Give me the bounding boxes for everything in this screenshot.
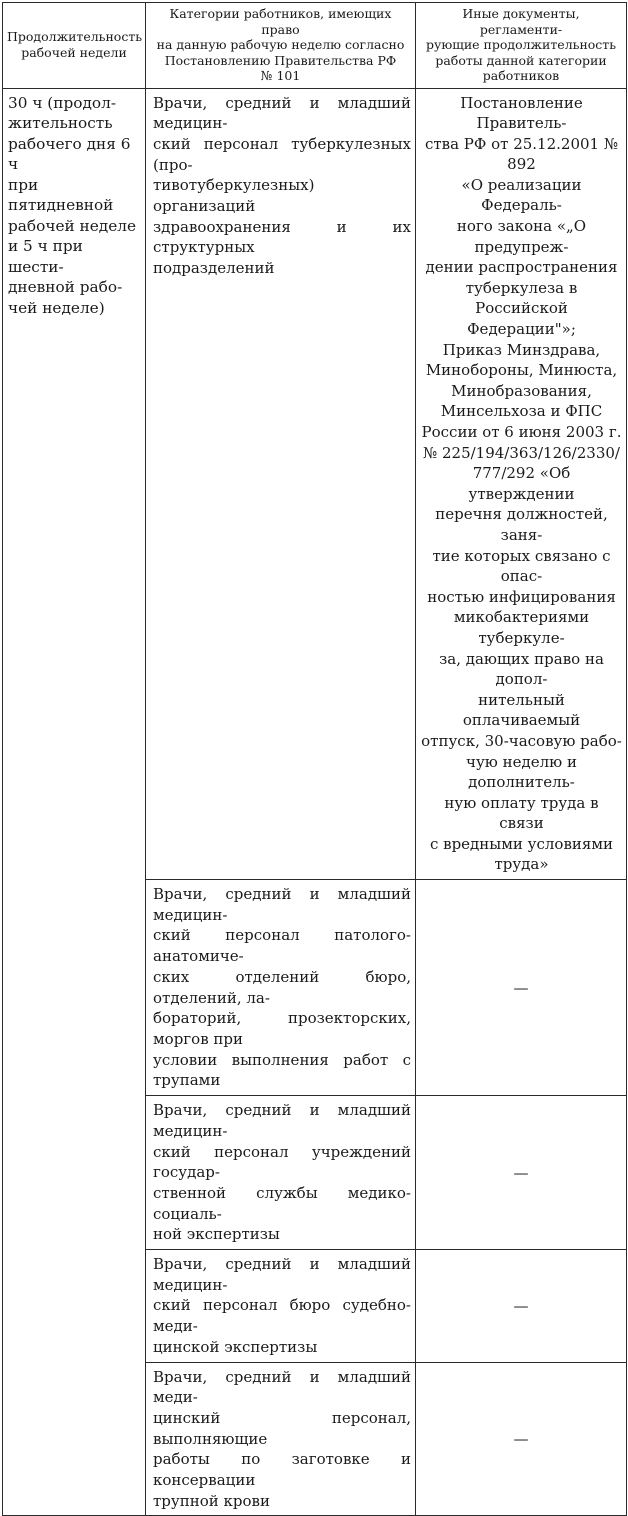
documents-dash: —	[416, 1096, 627, 1250]
category-cell: Врачи, средний и младший медицин- ский персонал туберкулезных (про- тивотуберкулезных) организаций здравоохранения и их структурных подразделений	[146, 88, 416, 880]
documents-dash: —	[416, 1250, 627, 1363]
documents-dash: —	[416, 1362, 627, 1516]
category-cell: Врачи, средний и младший медицин- ский персонал патолого-анатомиче- ских отделений бюро, отделений, ла- бораторий, прозекторских, моргов при условии выполнения работ с трупами	[146, 880, 416, 1096]
category-cell: Врачи, средний и младший меди- цинский персонал, выполняющие работы по заготовке и консервации трупной крови	[146, 1362, 416, 1516]
header-duration: Продолжительность рабочей недели	[3, 3, 146, 89]
header-categories: Категории работников, имеющих право на данную рабочую неделю согласно Постановлению Правительства РФ № 101	[146, 3, 416, 89]
table-header-row	[3, 3, 627, 89]
documents-dash: —	[416, 880, 627, 1096]
table-row	[3, 88, 627, 880]
category-cell: Врачи, средний и младший медицин- ский персонал учреждений государ- ственной службы медико-социаль- ной экспертизы	[146, 1096, 416, 1250]
header-other-documents: Иные документы, регламенти- рующие продолжительность работы данной категории работников	[416, 3, 627, 89]
duration-cell: 30 ч (продол- жительность рабочего дня 6 ч при пятидневной рабочей неделе и 5 ч при шести- дневной рабо- чей неделе)	[3, 88, 146, 1516]
category-cell: Врачи, средний и младший медицин- ский персонал бюро судебно-меди- цинской экспертизы	[146, 1250, 416, 1363]
documents-cell: Постановление Правитель- ства РФ от 25.12.2001 № 892 «О реализации Федераль- ного закона «„О предупреж- дении распространения туберкулеза в Российской Федерации"»; Приказ Минздрава, Минобороны, Минюста, Минобразования, Минсельхоза и ФПС России от 6 июня 2003 г. № 225/194/363/126/2330/ 777/292 «Об утверждении перечня должностей, заня- тие которых связано с опас- ностью инфицирования микобактериями туберкуле- за, дающих право на допол- нительный оплачиваемый отпуск, 30-часовую рабо- чую неделю и дополнитель- ную оплату труда в связи с вредными условиями труда»	[416, 88, 627, 880]
working-week-table	[2, 2, 627, 1516]
